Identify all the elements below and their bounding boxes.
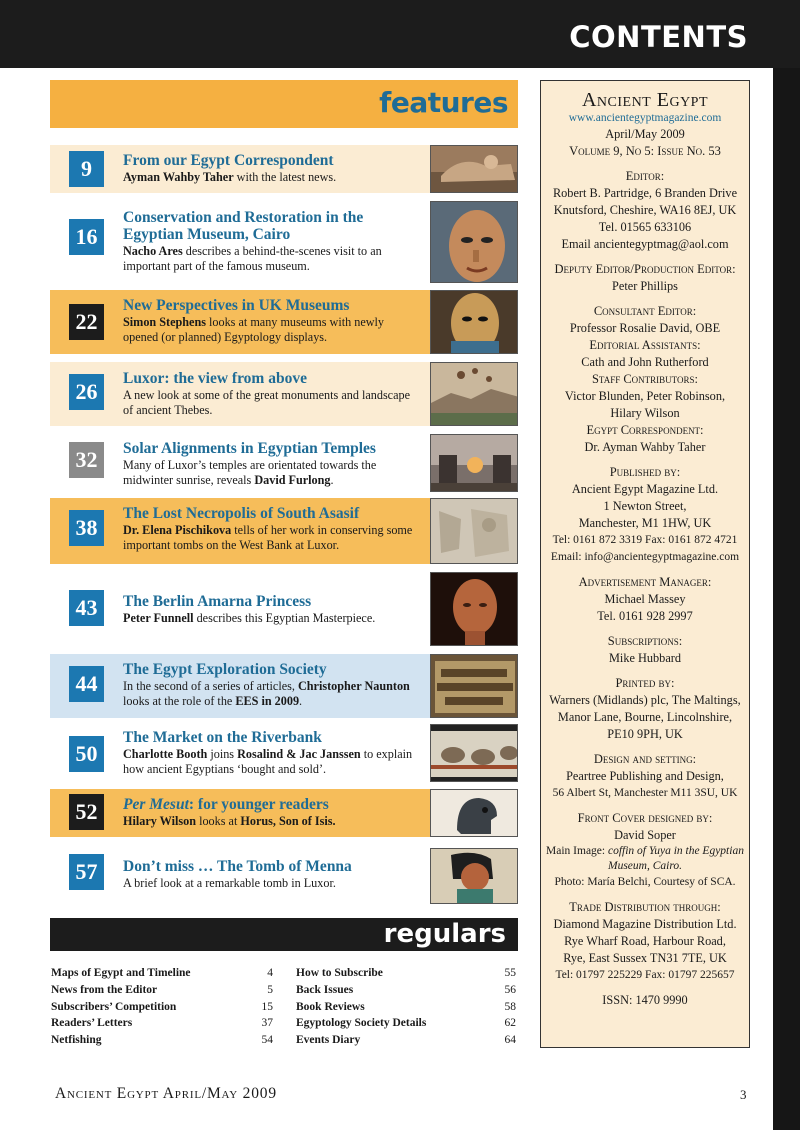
feature-title: The Berlin Amarna Princess [123, 593, 312, 610]
published-line: Ancient Egypt Magazine Ltd. [571, 482, 719, 496]
cover-main-caption: coffin of Yuya in the Egyptian Museum, Cairo. [607, 845, 744, 872]
published-line: 1 Newton Street, [603, 499, 687, 513]
painted-coffin-face-image [430, 201, 518, 283]
masthead-panel [540, 80, 750, 1048]
regular-label: Egyptology Society Details [296, 1017, 427, 1030]
author-name: Christopher Naunton [297, 679, 410, 693]
consultant-heading: Consultant Editor: [593, 304, 697, 318]
top-bar [0, 0, 800, 68]
tomb-relief-image [430, 498, 518, 564]
published-line: Manchester, M1 1HW, UK [578, 516, 712, 530]
printed-heading: Printed by: [615, 676, 675, 690]
features-banner [50, 80, 518, 128]
regular-item[interactable] [51, 999, 273, 1016]
regular-page: 62 [504, 1017, 516, 1030]
regular-item[interactable] [296, 1032, 516, 1049]
author-name: Peter Funnell [123, 611, 194, 625]
coffin-mask-image [430, 290, 518, 354]
feature-item-32[interactable] [50, 434, 518, 492]
published-line: Tel: 0161 872 3319 Fax: 0161 872 4721 [552, 534, 738, 546]
printed-line: PE10 9PH, UK [607, 727, 683, 741]
menna-tomb-painting-image [430, 848, 518, 904]
editor-email[interactable]: Email ancientegyptmag@aol.com [561, 237, 729, 251]
regulars-list-left [51, 965, 273, 1049]
author-name: Rosalind & Jac Janssen [237, 747, 361, 761]
page-edge [773, 68, 800, 1130]
feature-description: to explain how ancient Egyptians ‘bought and sold’. [123, 747, 413, 776]
trade-line: Diamond Magazine Distribution Ltd. [553, 917, 737, 931]
feature-title-italic: Per Mesut [123, 796, 189, 813]
regular-label: How to Subscribe [296, 967, 383, 979]
regular-item[interactable] [51, 982, 273, 999]
feature-item-9[interactable] [50, 145, 518, 193]
regular-item[interactable] [51, 1032, 273, 1049]
website-link[interactable]: www.ancientegyptmagazine.com [568, 112, 722, 124]
footer-title: Ancient Egypt April/May 2009 [55, 1085, 277, 1102]
published-heading: Published by: [609, 465, 681, 479]
trade-line: Rye Wharf Road, Harbour Road, [564, 934, 726, 948]
feature-title: Luxor: the view from above [123, 370, 307, 387]
regulars-banner [50, 918, 518, 951]
published-email[interactable]: Email: info@ancientegyptmagazine.com [550, 551, 740, 563]
description-continued: joins [207, 747, 238, 761]
feature-description: Horus, Son of Isis. [240, 814, 336, 828]
feature-title: Conservation and Restoration in the Egyptian Museum, Cairo [123, 209, 364, 243]
volume-info: Volume 9, No 5: Issue No. 53 [569, 144, 721, 158]
page-number: 26 [69, 374, 104, 410]
trade-line: Rye, East Sussex TN31 7TE, UK [563, 951, 727, 965]
page-number: 32 [69, 442, 104, 478]
author-name: David Furlong [254, 473, 331, 487]
page-number: 52 [69, 794, 104, 830]
trade-heading: Trade Distribution through: [569, 900, 721, 914]
correspondent-name: Dr. Ayman Wahby Taher [584, 440, 706, 454]
regular-item[interactable] [296, 965, 516, 982]
cover-designer: David Soper [614, 828, 676, 842]
feature-item-38[interactable] [50, 498, 518, 564]
deputy-name: Peter Phillips [612, 279, 678, 293]
feature-item-52[interactable] [50, 789, 518, 837]
advert-line: Michael Massey [604, 592, 686, 606]
advert-line: Tel. 0161 928 2997 [597, 609, 693, 623]
author-name: Ayman Wahby Taher [123, 170, 234, 184]
page-number: 57 [69, 854, 104, 890]
feature-item-22[interactable] [50, 290, 518, 354]
regular-label: Maps of Egypt and Timeline [51, 967, 191, 979]
feature-description: with the latest news. [233, 170, 337, 184]
page-number: 43 [69, 590, 104, 626]
feature-title: Solar Alignments in Egyptian Temples [123, 440, 376, 457]
page-number: 50 [69, 736, 104, 772]
regular-label: Netfishing [51, 1034, 102, 1047]
temple-sunrise-image [430, 434, 518, 492]
feature-item-57[interactable] [50, 846, 518, 904]
page-number: 22 [69, 304, 104, 340]
staff-heading: Staff Contributors: [591, 372, 699, 386]
feature-item-16[interactable] [50, 201, 518, 283]
subscriptions-heading: Subscriptions: [607, 634, 683, 648]
design-heading: Design and setting: [593, 752, 697, 766]
printed-line: Manor Lane, Bourne, Lincolnshire, [557, 710, 733, 724]
page-number: 44 [69, 666, 104, 702]
feature-description: looks at many museums with newly opened (or planned) Egyptology displays. [123, 315, 385, 344]
feature-description: A brief look at a remarkable tomb in Luxor. [123, 876, 336, 890]
description-continued: looks at the role of the [123, 694, 236, 708]
regular-label: Readers’ Letters [51, 1017, 133, 1030]
punctuation: . [330, 473, 334, 487]
regular-page: 5 [267, 983, 273, 996]
editor-line: Robert B. Partridge, 6 Branden Drive [552, 186, 738, 200]
cover-photo-credit: Photo: María Belchi, Courtesy of SCA. [554, 876, 736, 888]
feature-item-43[interactable] [50, 572, 518, 646]
author-name: Simon Stephens [123, 315, 206, 329]
advert-heading: Advertisement Manager: [578, 575, 712, 589]
description-continued: looks at [196, 814, 241, 828]
regular-item[interactable] [296, 999, 516, 1016]
punctuation: . [299, 694, 303, 708]
editor-heading: Editor: [625, 169, 665, 183]
feature-description: In the second of a series of articles, [123, 679, 298, 693]
feature-description: describes a behind-the-scenes visit to an important part of the famous museum. [123, 244, 382, 273]
feature-title: New Perspectives in UK Museums [123, 297, 350, 314]
feature-title: : for younger readers [188, 796, 329, 813]
author-name: Charlotte Booth [123, 747, 208, 761]
horus-falcon-image [430, 789, 518, 837]
regulars-heading: regulars [383, 919, 506, 949]
author-name: Hilary Wilson [123, 814, 197, 828]
regular-page: 54 [261, 1034, 273, 1047]
page-number: 38 [69, 510, 104, 546]
sphinx-relief-image [430, 145, 518, 193]
design-line: 56 Albert St, Manchester M11 3SU, UK [552, 787, 738, 799]
assistants-names: Cath and John Rutherford [581, 355, 709, 369]
regular-page: 4 [267, 967, 273, 979]
amarna-princess-head-image [430, 572, 518, 646]
editor-line: Tel. 01565 633106 [598, 220, 692, 234]
feature-item-50[interactable] [50, 724, 518, 782]
feature-description: describes this Egyptian Masterpiece. [193, 611, 376, 625]
feature-description: tells of her work in conserving some important tombs on the West Bank at Luxor. [123, 523, 413, 552]
issue-date: April/May 2009 [605, 127, 685, 141]
regular-label: Book Reviews [296, 1000, 365, 1013]
deputy-heading: Deputy Editor/Production Editor: [554, 262, 736, 276]
ees-sign-image [430, 654, 518, 718]
assistants-heading: Editorial Assistants: [589, 338, 701, 352]
regular-label: Events Diary [296, 1034, 361, 1047]
staff-line: Hilary Wilson [610, 406, 680, 420]
footer-page-number: 3 [740, 1087, 747, 1102]
regular-item[interactable] [296, 982, 516, 999]
regular-item[interactable] [51, 965, 273, 982]
regular-page: 56 [504, 983, 516, 996]
feature-item-44[interactable] [50, 654, 518, 718]
page-number: 16 [69, 219, 104, 255]
feature-item-26[interactable] [50, 362, 518, 426]
feature-title: The Market on the Riverbank [123, 729, 322, 746]
author-name: Nacho Ares [123, 244, 183, 258]
feature-description: Many of Luxor’s temples are orientated towards the midwinter sunrise, reveals [123, 458, 377, 487]
magazine-title: Ancient Egypt [581, 89, 709, 111]
trade-line: Tel: 01797 225229 Fax: 01797 225657 [555, 969, 735, 981]
subscriptions-name: Mike Hubbard [608, 651, 682, 665]
regular-label: Back Issues [296, 983, 354, 996]
regular-page: 37 [261, 1017, 273, 1030]
feature-title: Don’t miss … The Tomb of Menna [123, 858, 352, 875]
correspondent-heading: Egypt Correspondent: [586, 423, 704, 437]
page-title: CONTENTS [569, 20, 748, 54]
feature-description: A new look at some of the great monuments and landscape of ancient Thebes. [123, 388, 411, 417]
feature-title: From our Egypt Correspondent [123, 152, 334, 169]
consultant-name: Professor Rosalie David, OBE [569, 321, 721, 335]
regular-page: 55 [504, 967, 516, 979]
regulars-list-right [296, 965, 516, 1049]
page-number: 9 [69, 151, 104, 187]
features-heading: features [379, 86, 508, 119]
staff-line: Victor Blunden, Peter Robinson, [564, 389, 726, 403]
regular-page: 15 [261, 1000, 273, 1013]
regular-label: News from the Editor [51, 983, 158, 996]
balloons-over-thebes-image [430, 362, 518, 426]
author-name: Dr. Elena Pischikova [123, 523, 232, 537]
regular-item[interactable] [296, 1015, 516, 1032]
cover-heading: Front Cover designed by: [577, 811, 713, 825]
issn: ISSN: 1470 9990 [602, 993, 688, 1007]
feature-title: The Lost Necropolis of South Asasif [123, 505, 360, 522]
regular-label: Subscribers’ Competition [51, 1000, 177, 1013]
feature-title: The Egypt Exploration Society [123, 661, 327, 678]
editor-line: Knutsford, Cheshire, WA16 8EJ, UK [553, 203, 737, 217]
regular-page: 64 [504, 1034, 516, 1047]
highlight: EES in 2009 [235, 694, 300, 708]
cover-main-label: Main Image: [546, 845, 608, 857]
design-line: Peartree Publishing and Design, [566, 769, 724, 783]
regular-page: 58 [504, 1000, 516, 1013]
printed-line: Warners (Midlands) plc, The Maltings, [549, 693, 741, 707]
regular-item[interactable] [51, 1015, 273, 1032]
geese-painting-image [430, 724, 518, 782]
